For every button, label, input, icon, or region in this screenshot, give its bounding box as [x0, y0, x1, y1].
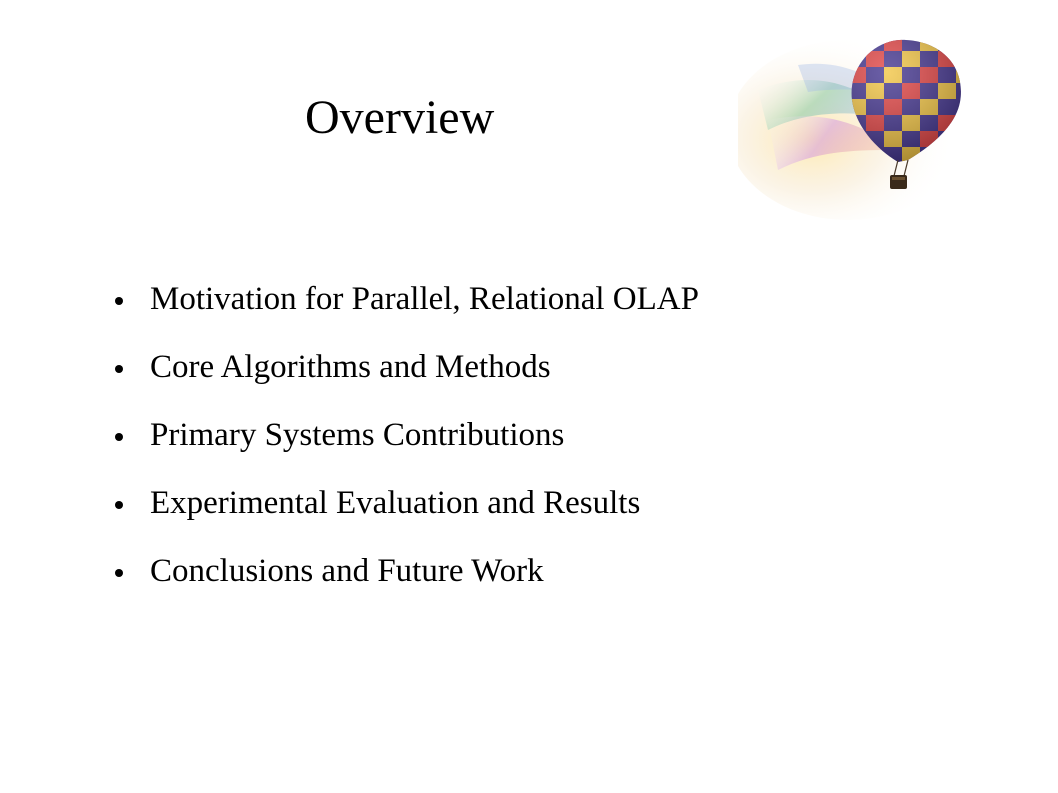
- bullet-text: Conclusions and Future Work: [150, 553, 544, 589]
- bullet-icon: [115, 433, 123, 441]
- bullet-icon: [115, 297, 123, 305]
- hot-air-balloon-image: [738, 20, 978, 220]
- slide-title: Overview: [305, 91, 495, 144]
- bullet-text: Motivation for Parallel, Relational OLAP: [150, 281, 699, 317]
- bullet-icon: [115, 569, 123, 577]
- bullet-icon: [115, 501, 123, 509]
- bullet-icon: [115, 365, 123, 373]
- bullet-text: Core Algorithms and Methods: [150, 349, 551, 385]
- bullet-text: Experimental Evaluation and Results: [150, 485, 641, 521]
- bullet-text: Primary Systems Contributions: [150, 417, 565, 453]
